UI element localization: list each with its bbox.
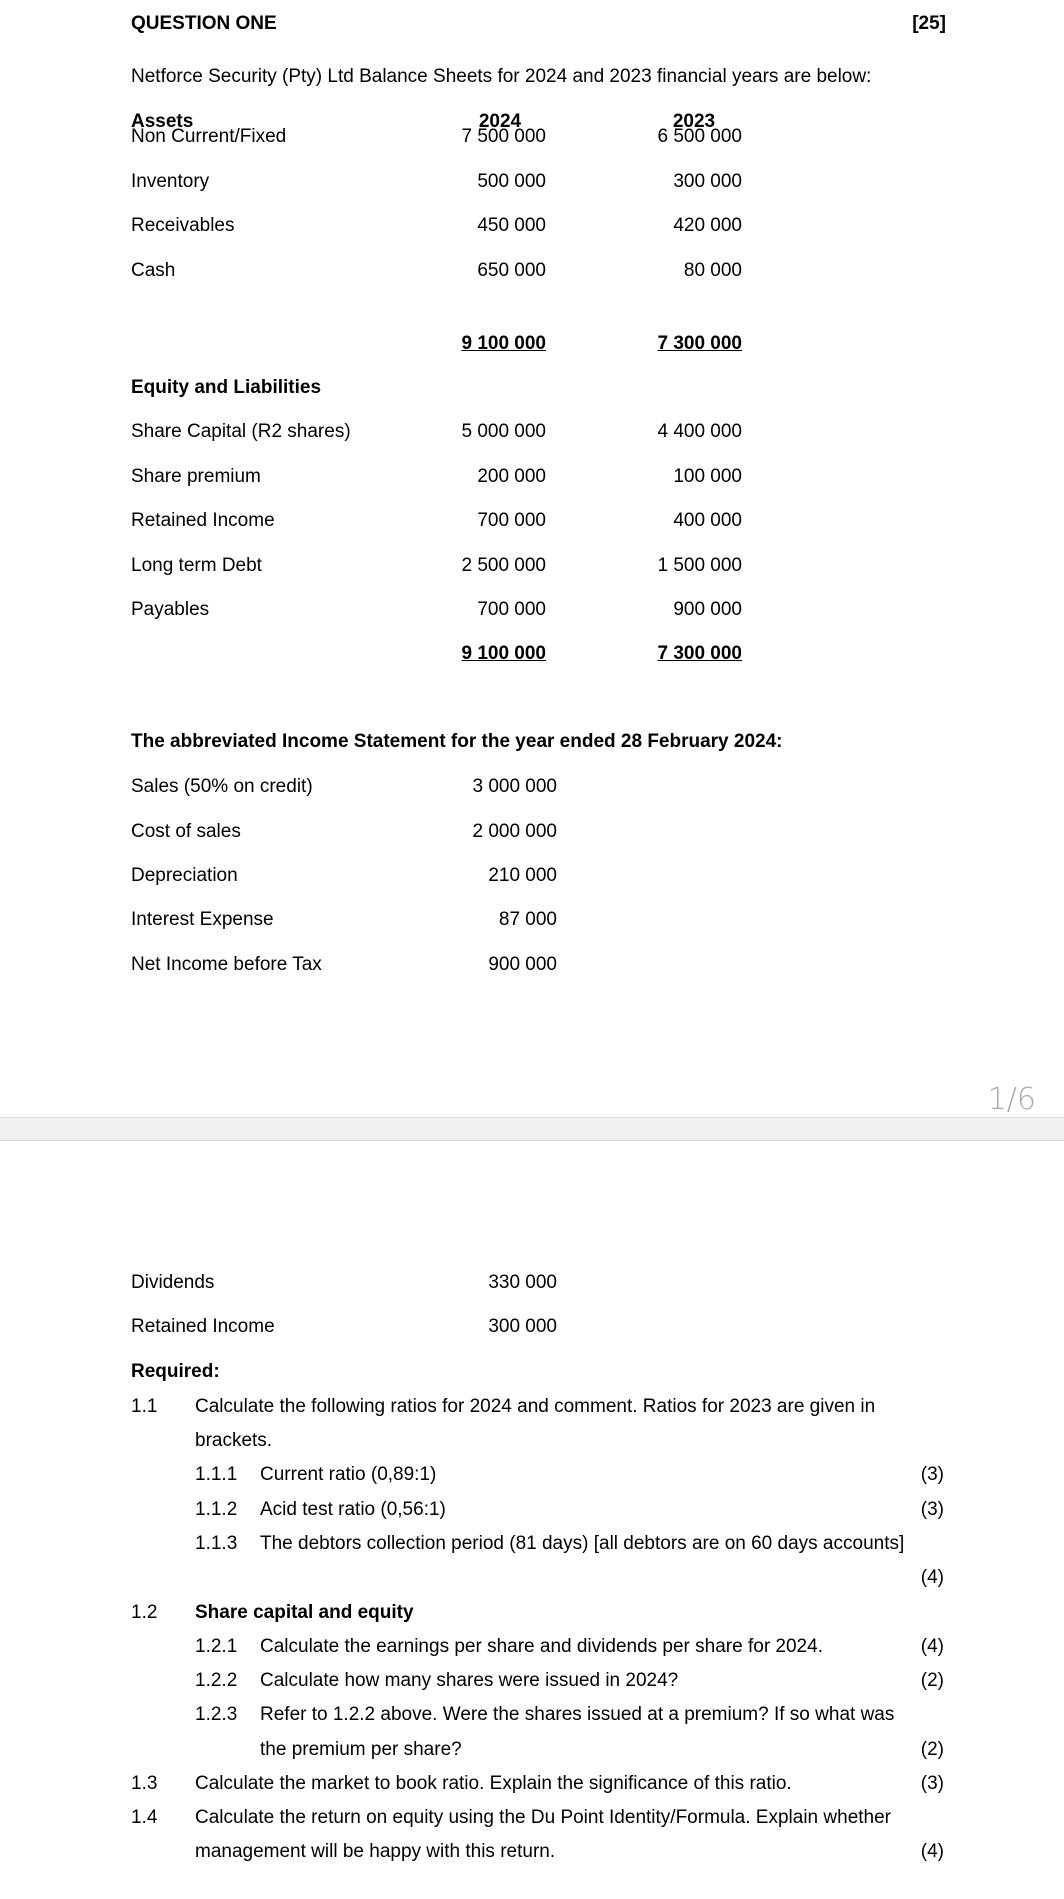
value-2024: 500 000 <box>477 171 546 192</box>
row-label: Payables <box>131 599 210 620</box>
question-text: Share capital and equity <box>195 1602 414 1623</box>
income-row-value: 330 000 <box>488 1272 557 1293</box>
question-number: 1.2.3 <box>195 1704 238 1725</box>
row-label: Inventory <box>131 171 210 192</box>
question-text: management will be happy with this return. <box>195 1841 556 1862</box>
question-number: 1.2.2 <box>195 1670 238 1691</box>
question-marks: [25] <box>912 13 946 34</box>
income-statement-heading: The abbreviated Income Statement for the year ended 28 February 2024: <box>131 731 783 752</box>
equity-total-2024: 9 100 000 <box>461 643 546 664</box>
row-label: Long term Debt <box>131 555 262 576</box>
question-marks: (4) <box>920 1567 944 1588</box>
row-label: Share Capital (R2 shares) <box>131 421 351 442</box>
question-number: 1.1.2 <box>195 1499 238 1520</box>
income-row-value: 87 000 <box>498 909 557 930</box>
question-number: 1.2.1 <box>195 1636 238 1657</box>
row-label: Retained Income <box>131 510 275 531</box>
question-intro: Netforce Security (Pty) Ltd Balance Sheets for 2024 and 2023 financial years are below: <box>131 66 872 87</box>
income-row-label: Net Income before Tax <box>131 954 322 975</box>
question-text: brackets. <box>195 1430 273 1451</box>
value-2023: 80 000 <box>683 260 742 281</box>
value-2023: 900 000 <box>673 599 742 620</box>
income-row-label: Sales (50% on credit) <box>131 776 313 797</box>
income-row-label: Cost of sales <box>131 821 241 842</box>
value-2024: 700 000 <box>477 510 546 531</box>
value-2024: 5 000 000 <box>461 421 546 442</box>
row-label: Receivables <box>131 215 235 236</box>
question-number: 1.4 <box>131 1807 158 1828</box>
question-title: QUESTION ONE <box>131 13 277 34</box>
equity-total-2023: 7 300 000 <box>657 643 742 664</box>
value-2024: 200 000 <box>477 466 546 487</box>
income-row-value: 300 000 <box>488 1316 557 1337</box>
page-separator <box>0 1117 1064 1141</box>
question-text: Refer to 1.2.2 above. Were the shares issued at a premium? If so what was <box>260 1704 895 1725</box>
value-2024: 2 500 000 <box>461 555 546 576</box>
question-number: 1.3 <box>131 1773 158 1794</box>
assets-total-2023: 7 300 000 <box>657 333 742 354</box>
assets-heading: Assets <box>131 111 194 132</box>
value-2023: 4 400 000 <box>657 421 742 442</box>
question-marks: (2) <box>920 1739 944 1760</box>
question-marks: (4) <box>920 1841 944 1862</box>
question-marks: (2) <box>920 1670 944 1691</box>
question-text: Current ratio (0,89:1) <box>260 1464 437 1485</box>
value-2023: 300 000 <box>673 171 742 192</box>
question-text: Calculate how many shares were issued in 2024? <box>260 1670 679 1691</box>
income-row-value: 3 000 000 <box>472 776 557 797</box>
question-marks: (3) <box>920 1464 944 1485</box>
question-text: Calculate the following ratios for 2024 and comment. Ratios for 2023 are given in <box>195 1396 876 1417</box>
column-2024-heading: 2024 <box>478 111 522 132</box>
assets-total-2024: 9 100 000 <box>461 333 546 354</box>
value-2024: 700 000 <box>477 599 546 620</box>
page-indicator: 1/6 <box>987 1082 1036 1117</box>
value-2024: 450 000 <box>477 215 546 236</box>
question-marks: (3) <box>920 1499 944 1520</box>
column-2023-heading: 2023 <box>672 111 716 132</box>
value-2023: 400 000 <box>673 510 742 531</box>
question-text: The debtors collection period (81 days) [all debtors are on 60 days accounts] <box>260 1533 905 1554</box>
question-text: the premium per share? <box>260 1739 462 1760</box>
value-2024: 7 500 000 <box>461 126 546 147</box>
value-2024: 650 000 <box>477 260 546 281</box>
income-row-label: Retained Income <box>131 1316 275 1337</box>
value-2023: 420 000 <box>673 215 742 236</box>
value-2023: 100 000 <box>673 466 742 487</box>
question-text: Calculate the earnings per share and dividends per share for 2024. <box>260 1636 823 1657</box>
income-row-label: Interest Expense <box>131 909 274 930</box>
row-label: Share premium <box>131 466 261 487</box>
income-row-label: Depreciation <box>131 865 238 886</box>
income-row-value: 900 000 <box>488 954 557 975</box>
income-row-value: 210 000 <box>488 865 557 886</box>
income-row-label: Dividends <box>131 1272 215 1293</box>
income-row-value: 2 000 000 <box>472 821 557 842</box>
value-2023: 6 500 000 <box>657 126 742 147</box>
question-text: Acid test ratio (0,56:1) <box>260 1499 446 1520</box>
value-2023: 1 500 000 <box>657 555 742 576</box>
row-label: Cash <box>131 260 176 281</box>
equity-heading: Equity and Liabilities <box>131 377 322 398</box>
question-marks: (4) <box>920 1636 944 1657</box>
question-number: 1.2 <box>131 1602 158 1623</box>
question-number: 1.1.1 <box>195 1464 238 1485</box>
question-text: Calculate the market to book ratio. Explain the significance of this ratio. <box>195 1773 792 1794</box>
required-heading: Required: <box>131 1361 220 1382</box>
question-text: Calculate the return on equity using the Du Point Identity/Formula. Explain whether <box>195 1807 891 1828</box>
question-number: 1.1.3 <box>195 1533 238 1554</box>
question-marks: (3) <box>920 1773 944 1794</box>
question-number: 1.1 <box>131 1396 158 1417</box>
row-label: Non Current/Fixed <box>131 126 287 147</box>
